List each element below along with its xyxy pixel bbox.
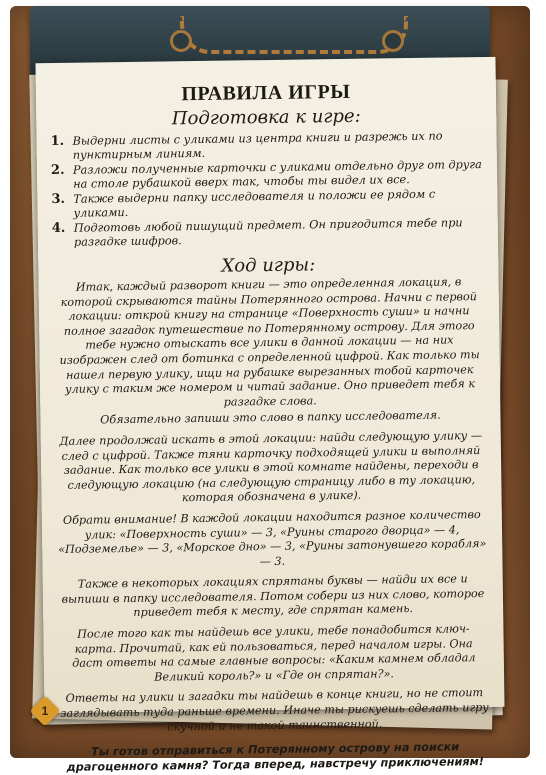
prep-step: 4. Подготовь любой пишущий предмет. Он пригодится тебе при разгадке шифров. (51, 216, 463, 249)
prep-step: 3. Также выдерни папку исследователя и положи ее рядом с уликами. (51, 187, 436, 220)
prep-step: 1. Выдерни листы с уликами из центра книги и разрежь их по пунктирным линиям. (50, 129, 443, 162)
ring-icon (382, 30, 404, 52)
page-number-badge (29, 695, 60, 726)
prep-step: 2. Разложи полученные карточки с уликами отдельно друг от друга на столе рубашкой вверх так, чтобы ты видел их все. (50, 158, 482, 191)
play-paragraph: После того как ты найдешь все улики, тебе понадобится ключ-карта. Прочитай, как ей пользоваться, перед началом игры. Она даст ответы на самые главные вопросы: «Каким камнем обладал Великий король?» и «Где он спрятан?». (72, 622, 476, 684)
prep-steps (50, 129, 488, 250)
page-number: 1 (41, 704, 49, 718)
rules-page (35, 57, 504, 774)
play-paragraph: Также в некоторых локациях спрятаны буквы — найди их все и выпиши в папку исследователя. Потом собери из них слово, которое приведет тебя к месту, где спрятан камень. (61, 572, 485, 620)
rope-icon (180, 16, 408, 54)
play-paragraph: Далее продолжай искать в этой локации: найди следующую улику — след с цифрой. Также тяни карточку подходящей улики и выполняй задание. Как только все улики в этой комнате найдены, переходи в следующую локацию (на следующую страницу либо в ту локацию, которая обозначена в улике). (59, 428, 483, 505)
play-paragraph: Обязательно запиши это слово в папку исследователя. (100, 408, 441, 427)
play-heading: Ход игры: (221, 254, 316, 277)
prep-heading: Подготовка к игре: (171, 105, 361, 130)
play-paragraph: Ответы на улики и загадки ты найдешь в конце книги, но не стоит заглядывать туда раньше времени. Иначе ты рискуешь сделать игру скучной и не такой таинственной. (60, 686, 489, 734)
play-paragraph: Обрати внимание! В каждой локации находится разное количество улик: «Поверхность суши» — 3, «Руины старого дворца» — 4, «Подземелье» — 3, «Морское дно» — 3, «Руины затонувшего корабля» — 3. (58, 507, 487, 568)
final-call: Ты готов отправиться к Потерянному острову на поиски драгоценного камня? Тогда вперед, навстречу приключениям! (66, 740, 485, 774)
play-paragraph: Итак, каждый разворот книги — это определенная локация, в которой скрываются тайны Потерянного острова. Начни с первой локации: открой книгу на странице «Поверхность суши» и начни полное загадок путешествие по Потерянному острову. Для этого тебе нужно отыскать все улики в данной локации — на них изображен след от ботинка с определенной цифрой. Как только ты нашел первую улику, ищи на рубашке вырезанных тобой карточек улику с таким же номером и читай задание. Оно приведет тебя к разгадке слова. (59, 275, 480, 409)
page-title: ПРАВИЛА ИГРЫ (181, 80, 351, 106)
ring-icon (170, 30, 192, 52)
